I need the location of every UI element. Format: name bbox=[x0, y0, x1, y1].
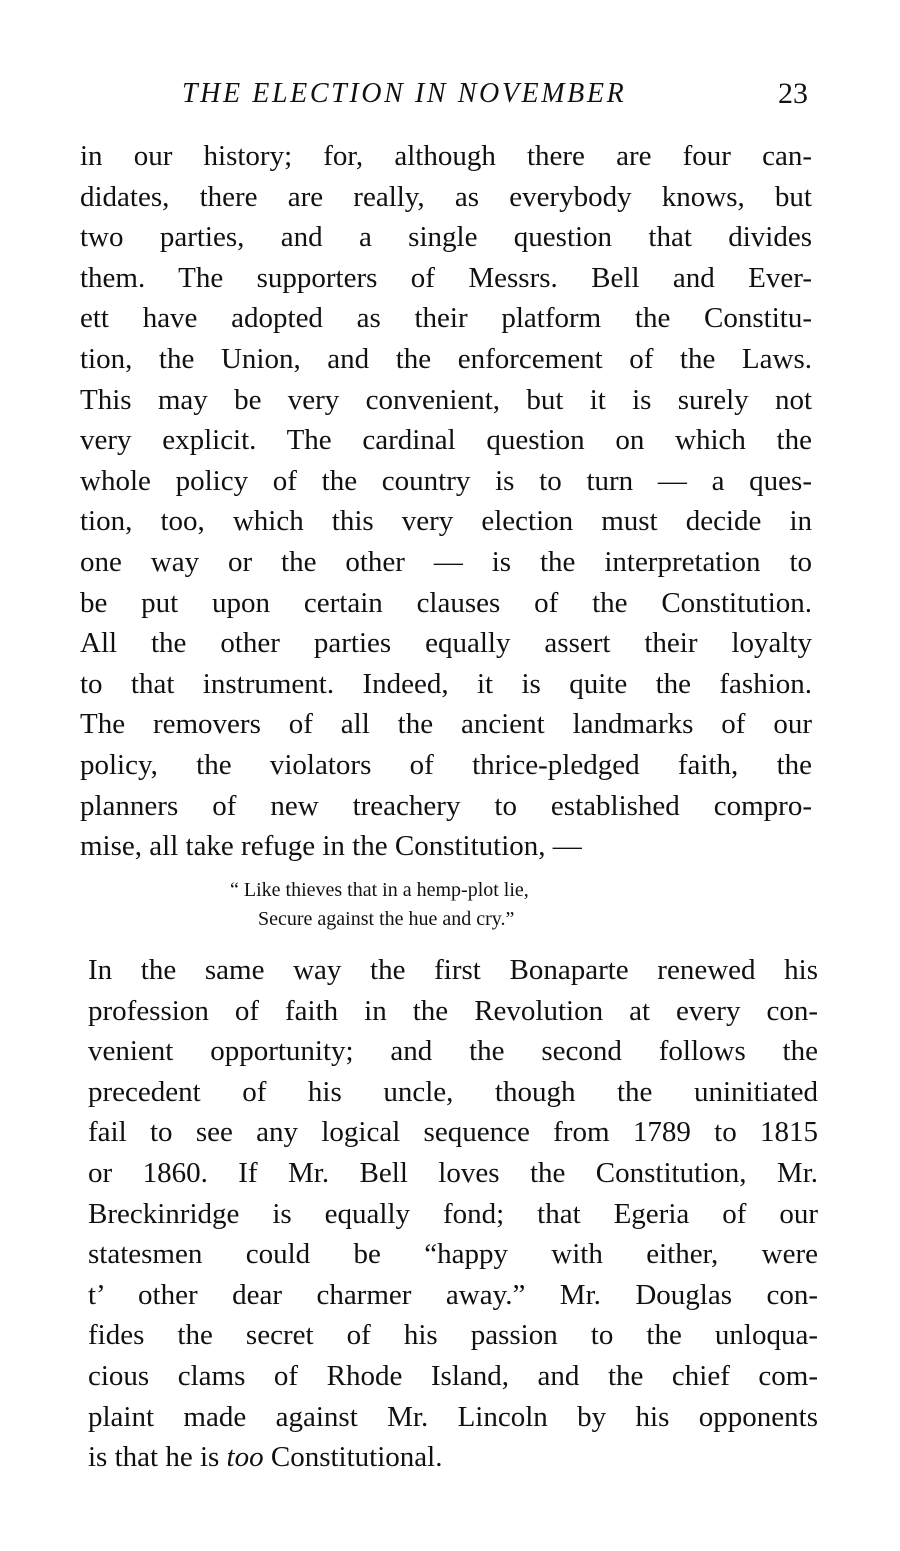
text-line: All the other parties equally assert their loyalty bbox=[80, 627, 812, 660]
text-line: The removers of all the ancient landmarks of our bbox=[80, 708, 812, 741]
text-line: venient opportunity; and the second follows the bbox=[88, 1035, 818, 1068]
text-line: fail to see any logical sequence from 1789 to 1815 bbox=[88, 1116, 818, 1149]
quote-line: Secure against the hue and cry.” bbox=[258, 908, 515, 930]
text-line: two parties, and a single question that divides bbox=[80, 221, 812, 254]
text-line: fides the secret of his passion to the unloqua- bbox=[88, 1319, 818, 1352]
final-line-start: is that he is bbox=[88, 1441, 227, 1474]
paragraph-one bbox=[80, 136, 812, 867]
text-line: one way or the other — is the interpretation to bbox=[80, 545, 812, 578]
text-line: tion, the Union, and the enforcement of the Laws. bbox=[80, 342, 812, 375]
text-line: didates, there are really, as everybody knows, but bbox=[80, 180, 812, 213]
text-line: t’ other dear charmer away.” Mr. Douglas con- bbox=[88, 1278, 818, 1311]
text-line: policy, the violators of thrice-pledged faith, the bbox=[80, 748, 812, 781]
text-line: very explicit. The cardinal question on which the bbox=[80, 424, 812, 457]
final-text-line bbox=[88, 1437, 818, 1478]
emphasized-word: too bbox=[226, 1441, 264, 1474]
final-line-end: Constitutional. bbox=[263, 1441, 443, 1474]
text-line: Breckinridge is equally fond; that Egeria of our bbox=[88, 1197, 818, 1230]
text-line: This may be very convenient, but it is surely not bbox=[80, 383, 812, 416]
text-line: mise, all take refuge in the Constitution, — bbox=[80, 830, 582, 863]
text-line: cious clams of Rhode Island, and the chief com- bbox=[88, 1359, 818, 1392]
text-line: ett have adopted as their platform the Constitu- bbox=[80, 302, 812, 335]
running-head bbox=[80, 74, 812, 114]
text-line: in our history; for, although there are four can- bbox=[80, 140, 812, 172]
text-line: planners of new treachery to established compro- bbox=[80, 789, 812, 822]
text-line: be put upon certain clauses of the Constitution. bbox=[80, 586, 812, 619]
text-line: them. The supporters of Messrs. Bell and Ever- bbox=[80, 261, 812, 294]
text-line: or 1860. If Mr. Bell loves the Constitution, Mr. bbox=[88, 1156, 818, 1189]
page-number: 23 bbox=[778, 77, 808, 110]
quote-line: “ Like thieves that in a hemp-plot lie, bbox=[230, 879, 529, 901]
text-line: precedent of his uncle, though the uninitiated bbox=[88, 1075, 818, 1108]
verse-quotation bbox=[80, 876, 812, 934]
text-line: to that instrument. Indeed, it is quite the fashion. bbox=[80, 667, 812, 700]
text-line: whole policy of the country is to turn — a ques- bbox=[80, 464, 812, 497]
text-line: profession of faith in the Revolution at every con- bbox=[88, 994, 818, 1027]
text-line: statesmen could be “happy with either, were bbox=[88, 1238, 818, 1271]
text-line: tion, too, which this very election must decide in bbox=[80, 505, 812, 538]
paragraph-two bbox=[88, 950, 818, 1478]
text-line: In the same way the first Bonaparte renewed his bbox=[88, 954, 818, 986]
running-title: THE ELECTION IN NOVEMBER bbox=[182, 78, 627, 109]
text-line: plaint made against Mr. Lincoln by his opponents bbox=[88, 1400, 818, 1433]
